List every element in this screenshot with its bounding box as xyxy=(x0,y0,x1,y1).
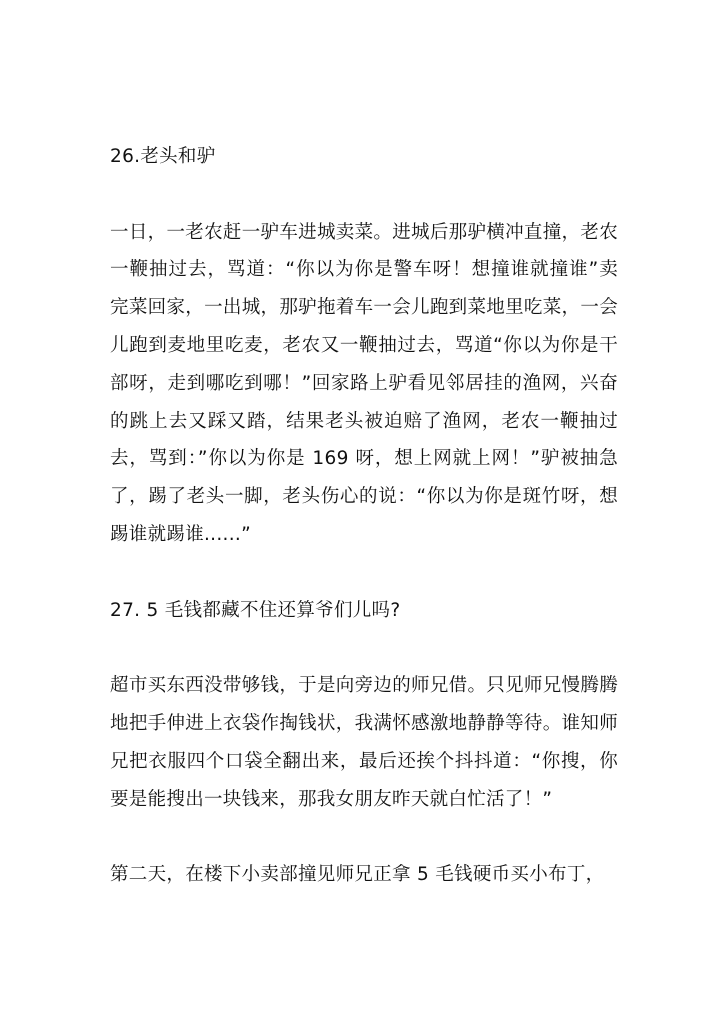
spacer xyxy=(110,554,618,592)
section-26-paragraph: 一日，一老农赶一驴车进城卖菜。进城后那驴横冲直撞，老农一鞭抽过去，骂道：“你以为你是警车呀！想撞谁就撞谁”卖完菜回家，一出城，那驴拖着车一会儿跑到菜地里吃菜，一会儿跑到麦地里吃麦，老农又一鞭抽过去，骂道“你以为你是干部呀，走到哪吃到哪！”回家路上驴看见邻居挂的渔网，兴奋的跳上去又踩又踏，结果老头被迫赔了渔网，老农一鞭抽过去，骂到：”你以为你是 169 呀，想上网就上网！”驴被抽急了，踢了老头一脚，老头伤心的说：“你以为你是斑竹呀，想踢谁就踢谁......” xyxy=(110,221,618,545)
section-26-title: 26.老头和驴 xyxy=(110,146,216,167)
section-27-paragraph-1: 超市买东西没带够钱，于是向旁边的师兄借。只见师兄慢腾腾地把手伸进上衣袋作掏钱状，我满怀感激地静静等待。谁知师兄把衣服四个口袋全翻出来，最后还挨个抖抖道：“你搜，你要是能搜出一块钱来，那我女朋友昨天就白忙活了！” xyxy=(110,675,618,810)
spacer xyxy=(110,176,618,214)
spacer xyxy=(110,818,618,856)
spacer xyxy=(110,629,618,667)
document-body xyxy=(110,138,618,894)
section-27-paragraph-2: 第二天，在楼下小卖部撞见师兄正拿 5 毛钱硬币买小布丁， xyxy=(110,864,605,886)
section-27-title: 27. 5 毛钱都藏不住还算爷们儿吗? xyxy=(110,599,401,621)
